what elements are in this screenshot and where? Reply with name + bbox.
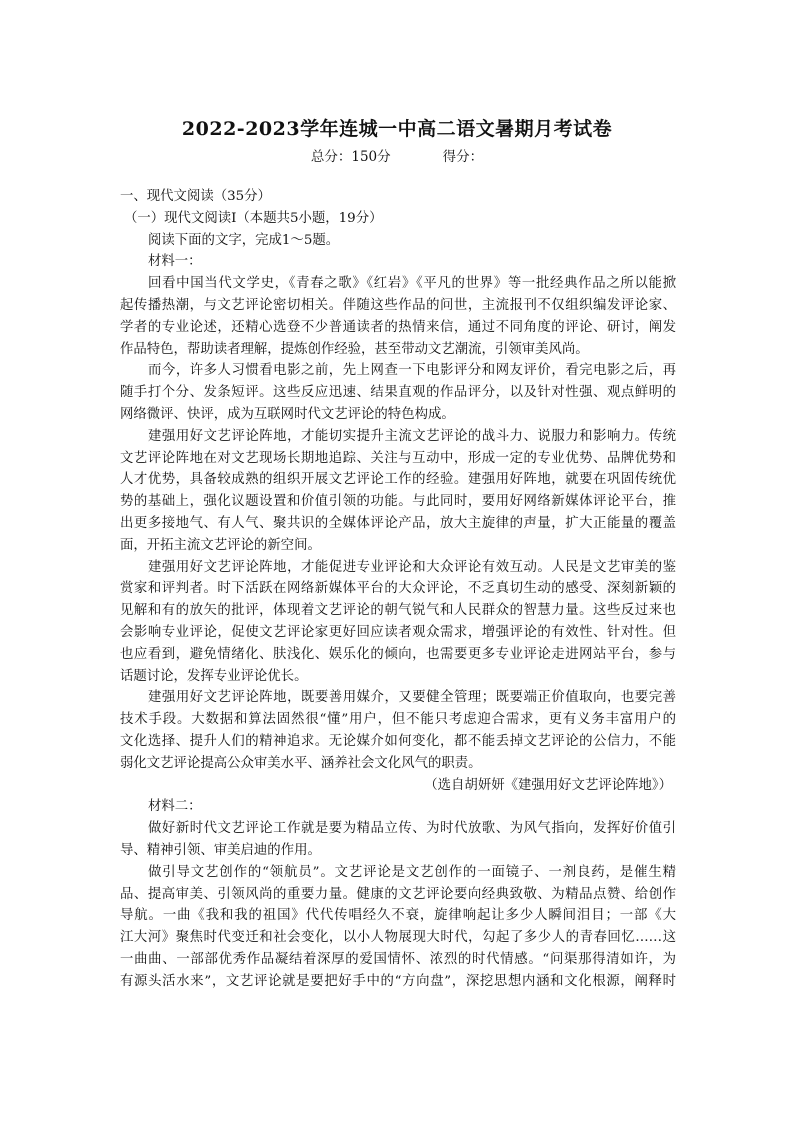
text-line: 文化选择、提升人们的精神追求。无论媒介如何变化，都不能丢掉文艺评论的公信力，不能 [120, 733, 676, 749]
text-line: 随手打个分、发条短评。这些反应迅速、结果直观的作品评分，以及针对性强、观点鲜明的 [120, 385, 676, 401]
text-line: 做好新时代文艺评论工作就是要为精品立传、为时代放歌、为风气指向，发挥好价值引 [148, 821, 676, 837]
text-line: 会影响专业评论，促使文艺评论家更好回应读者观众需求，增强评论的有效性、针对性。但 [120, 624, 676, 640]
text-line: 做引导文艺创作的“领航员”。文艺评论是文艺创作的一面镜子、一剂良药，是催生精 [148, 864, 676, 880]
text-line: 阅读下面的文字，完成1～5题。 [148, 232, 340, 248]
text-line: 一、现代文阅读（35分） [120, 189, 271, 204]
text-line: 一曲曲、一部部优秀作品凝结着深厚的爱国情怀、浓烈的时代情感。“问渠那得清如许，为 [120, 951, 676, 967]
text-line: 导航。一曲《我和我的祖国》代代传唱经久不衰，旋律响起让多少人瞬间泪目；一部《大 [120, 908, 676, 924]
text-line: 技术手段。大数据和算法固然很“懂”用户，但不能只考虑迎合需求，更有义务丰富用户的 [120, 712, 676, 728]
text-line: 回看中国当代文学史，《青春之歌》《红岩》《平凡的世界》等一批经典作品之所以能掀 [148, 276, 676, 292]
text-line: 作品特色，帮助读者理解，提炼创作经验，甚至带动文艺潮流，引领审美风尚。 [120, 341, 589, 357]
reading-passage [120, 186, 676, 992]
text-line: 话题讨论，发挥专业评论优长。 [120, 668, 308, 684]
text-line: 材料一： [148, 254, 202, 270]
text-line: 导、精神引领、审美启迪的作用。 [120, 842, 321, 858]
text-line: 而今，许多人习惯看电影之前，先上网查一下电影评分和网友评价，看完电影之后，再 [148, 363, 676, 379]
text-line: 也应看到，避免情绪化、肤浅化、娱乐化的倾向，也需要更多专业评论走进网站平台，参与 [120, 646, 676, 662]
page-title: 2022-2023学年连城一中高二语文暑期月考试卷 [181, 118, 613, 140]
text-line: 见解和有的放矢的批评，体现着文艺评论的朝气锐气和人民群众的智慧力量。这些反过来也 [120, 603, 676, 619]
text-line: 学者的专业论述，还精心选登不少普通读者的热情来信，通过不同角度的评论、研讨，阐发 [120, 319, 676, 335]
text-line: 建强用好文艺评论阵地，既要善用媒介，又要健全管理；既要端正价值取向，也要完善 [148, 690, 676, 706]
text-line: 有源头活水来”，文艺评论就是要把好手中的“方向盘”，深挖思想内涵和文化根源，阐释时 [120, 973, 676, 989]
score-line [0, 145, 794, 165]
text-line: 出更多接地气、有人气、聚共识的全媒体评论产品，放大主旋律的声量，扩大正能量的覆盖 [120, 515, 676, 531]
text-line: 势的基础上，强化议题设置和价值引领的功能。与此同时，要用好网络新媒体评论平台，推 [120, 494, 676, 510]
text-line: 江大河》聚焦时代变迁和社会变化，以小人物展现大时代，勾起了多少人的青春回忆……这 [120, 930, 676, 946]
text-line: 起传播热潮，与文艺评论密切相关。伴随这些作品的问世，主流报刊不仅组织编发评论家、 [120, 297, 676, 313]
total-score-label: 总分：150分 [310, 149, 391, 165]
text-line: 赏家和评判者。时下活跃在网络新媒体平台的大众评论，不乏真切生动的感受、深刻新颖的 [120, 581, 676, 597]
text-line: 面，开拓主流文艺评论的新空间。 [120, 537, 321, 553]
text-line: 文艺评论阵地在对文艺现场长期地追踪、关注与互动中，形成一定的专业优势、品牌优势和 [120, 450, 676, 466]
text-line: 网络微评、快评，成为互联网时代文艺评论的特色构成。 [120, 406, 455, 422]
text-line: 品、提高审美、引领风尚的重要力量。健康的文艺评论要向经典致敬、为精品点赞、给创作 [120, 886, 676, 902]
text-line: 建强用好文艺评论阵地，才能切实提升主流文艺评论的战斗力、说服力和影响力。传统 [148, 428, 676, 444]
text-line: 材料二： [148, 799, 202, 815]
text-line: 人才优势，具备较成熟的组织开展文艺评论工作的经验。建强用好阵地，就要在巩固传统优 [120, 472, 676, 488]
score-obtained-label: 得分： [442, 149, 484, 165]
text-line: 建强用好文艺评论阵地，才能促进专业评论和大众评论有效互动。人民是文艺审美的鉴 [148, 559, 676, 575]
text-line: 弱化文艺评论提高公众审美水平、涵养社会文化风气的职责。 [120, 755, 482, 771]
text-line: （一）现代文阅读Ⅰ（本题共5小题，19分） [124, 210, 383, 226]
text-line: （选自胡妍妍《建强用好文艺评论阵地》） [424, 777, 672, 793]
